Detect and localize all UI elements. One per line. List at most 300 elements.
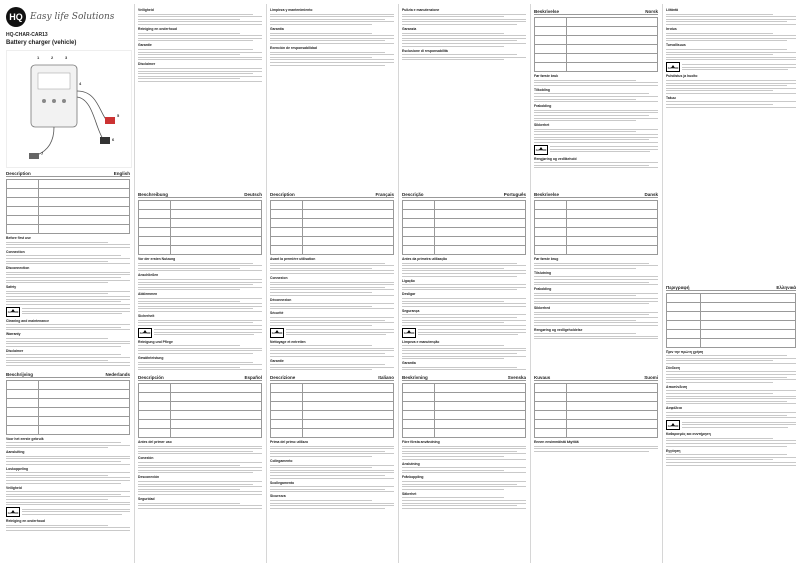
table-cell [566,402,657,411]
body-text [418,329,526,335]
table-cell [38,425,129,434]
subheading: Collegamento [270,459,394,463]
table-row [271,393,394,402]
language-section [534,372,658,555]
body-text [138,320,262,326]
table-row [271,420,394,429]
subheading: Ligação [402,279,526,283]
table-row [139,219,262,228]
table-cell [271,237,303,246]
warning-icon: CAUTION [138,328,152,338]
spec-table [6,179,130,234]
table-row [139,393,262,402]
table-row [535,237,658,246]
table-cell [403,402,435,411]
callout-4: 4 [79,81,81,86]
table-cell [535,429,567,438]
subheading: Sikkerhed [534,306,658,310]
spec-table [270,383,394,438]
table-row [403,420,526,429]
table-cell [302,237,393,246]
table-cell [535,246,567,255]
table-cell [535,45,567,54]
subheading: Desligar [402,292,526,296]
body-text [534,93,658,102]
subheading: Frakobling [534,287,658,291]
language-section [270,372,394,555]
table-cell [566,246,657,255]
body-text [666,371,796,382]
body-text [682,64,796,70]
table-row [535,201,658,210]
battery-charger-illustration [7,51,131,167]
body-text [138,462,262,473]
body-text [402,33,526,47]
subheading: Ασφάλεια [666,406,796,410]
body-text [666,355,796,364]
column-divider [662,4,663,563]
subheading: Aansluiting [6,450,130,454]
table-row [403,429,526,438]
table-row [535,27,658,36]
table-cell [700,329,795,338]
body-text [6,324,130,330]
body-text [6,272,130,283]
table-cell [139,237,171,246]
table-cell [302,393,393,402]
table-cell [667,320,701,329]
body-text [154,329,262,335]
body-text [666,33,796,42]
caution-notice [534,145,658,155]
caution-notice [270,328,394,338]
subheading: Disclaimer [6,349,130,353]
table-cell [38,407,129,416]
table-cell [535,210,567,219]
table-row [7,380,130,389]
subheading: Takuu [666,96,796,100]
language-section [534,6,658,189]
language-section [534,189,658,372]
subheading: Disconnection [6,266,130,270]
language-section [6,168,130,369]
table-cell [535,219,567,228]
body-text [270,303,394,309]
table-cell [434,228,525,237]
table-cell [302,384,393,393]
table-cell [170,246,261,255]
spec-table [402,200,526,255]
table-row [271,228,394,237]
column-divider [530,4,531,563]
subheading: Reinigung und Pflege [138,340,262,344]
table-row [271,237,394,246]
table-cell [271,384,303,393]
subheading: Anschließen [138,273,262,277]
language-section [666,282,796,558]
language-section [402,6,526,189]
body-text [402,314,526,325]
table-cell [139,393,171,402]
subheading: Garantia [402,361,526,365]
language-name: Svenska [508,375,526,380]
table-cell [170,411,261,420]
table-cell [535,27,567,36]
section-title: Descrizione [270,375,295,380]
table-cell [434,384,525,393]
table-cell [403,210,435,219]
table-cell [566,411,657,420]
table-cell [38,180,129,189]
table-row [535,228,658,237]
table-cell [434,420,525,429]
table-row [535,393,658,402]
table-row [535,402,658,411]
column-3 [270,6,394,555]
table-cell [7,207,39,216]
subheading: Εγγύηση [666,449,796,453]
table-cell [566,54,657,63]
table-cell [170,402,261,411]
table-cell [7,389,39,398]
table-cell [139,219,171,228]
subheading: Connection [6,250,130,254]
table-cell [667,302,701,311]
body-text [666,438,796,447]
body-text [138,362,262,372]
table-cell [535,54,567,63]
table-cell [566,201,657,210]
table-row [7,407,130,416]
subheading: Πριν την πρώτη χρήση [666,350,796,354]
language-section [138,6,262,189]
body-text [534,263,658,269]
warning-icon: CAUTION [270,328,284,338]
table-cell [535,36,567,45]
body-text [534,293,658,304]
body-text [138,345,262,354]
subheading: Sicurezza [270,494,394,498]
table-row [403,201,526,210]
subheading: Garantie [138,43,262,47]
language-name: Ελληνικά [776,285,796,290]
table-cell [7,216,39,225]
table-cell [566,210,657,219]
callout-2: 2 [51,55,53,60]
table-row [403,402,526,411]
table-cell [403,246,435,255]
table-cell [38,380,129,389]
language-name: Italiano [378,375,394,380]
table-cell [302,210,393,219]
callout-7: 7 [41,151,43,156]
table-cell [7,407,39,416]
language-name: Español [244,375,262,380]
column-divider [134,4,135,563]
table-row [667,320,796,329]
spec-table [666,293,796,348]
table-cell [535,201,567,210]
spec-table [138,383,262,438]
table-cell [302,246,393,255]
body-text [6,456,130,465]
table-cell [271,411,303,420]
subheading: Vor der ersten Nutzung [138,257,262,261]
language-section [270,6,394,189]
subheading: Avant la première utilisation [270,257,394,261]
section-header [402,192,526,198]
subheading: Veiligheid [6,486,130,490]
body-text [6,491,130,505]
body-text [6,291,130,305]
table-cell [535,384,567,393]
subheading: Sécurité [270,311,394,315]
table-cell [7,180,39,189]
table-cell [535,411,567,420]
table-row [535,54,658,63]
table-row [271,411,394,420]
subheading: Αποσύνδεση [666,385,796,389]
body-text [6,525,130,531]
subheading: Før første bruk [534,74,658,78]
table-cell [403,429,435,438]
section-header [138,375,262,381]
body-text [6,442,130,448]
table-cell [7,189,39,198]
table-cell [566,228,657,237]
table-cell [434,237,525,246]
table-cell [139,429,171,438]
body-text [6,472,130,483]
body-text [402,446,526,460]
table-row [7,180,130,189]
table-row [7,416,130,425]
product-diagram [6,50,132,168]
subheading: Før første brug [534,257,658,261]
body-text [138,481,262,495]
table-cell [434,393,525,402]
table-row [271,384,394,393]
table-cell [302,219,393,228]
body-text [402,497,526,508]
section-header [6,171,130,177]
table-cell [271,201,303,210]
table-row [403,228,526,237]
body-text [286,329,394,335]
section-title: Descripción [138,375,164,380]
section-header [402,375,526,381]
body-text [270,14,394,25]
spec-table [534,383,658,438]
language-name: Français [375,192,394,197]
language-name: Dansk [644,192,658,197]
callout-1: 1 [37,55,39,60]
subheading: Καθαρισμός και συντήρηση [666,432,796,436]
table-row [139,420,262,429]
body-text [270,52,394,66]
body-text [550,146,658,152]
language-section [402,189,526,372]
body-text [666,49,796,60]
table-cell [434,429,525,438]
subheading: Warranty [6,332,130,336]
table-cell [139,201,171,210]
body-text [270,364,394,372]
hq-logo-icon: HQ [6,7,26,27]
body-text [22,308,130,314]
table-cell [139,384,171,393]
body-text [138,33,262,42]
body-text [666,412,796,418]
caution-notice [138,328,262,338]
table-cell [38,398,129,407]
table-cell [566,36,657,45]
table-row [139,210,262,219]
table-row [403,237,526,246]
table-row [535,411,658,420]
table-cell [7,198,39,207]
table-row [667,329,796,338]
callout-3: 3 [65,55,67,60]
column-5 [534,6,658,555]
body-text [138,446,262,455]
table-cell [271,228,303,237]
subheading: Antes da primeira utilização [402,257,526,261]
model-number: HQ-CHAR-CAR13 [6,32,130,38]
table-cell [7,398,39,407]
spec-table [534,200,658,255]
table-cell [302,429,393,438]
section-heading: Liitäntä [666,8,796,12]
table-cell [302,420,393,429]
subheading: Tilslutning [534,271,658,275]
table-row [535,18,658,27]
body-text [6,354,130,365]
table-cell [566,237,657,246]
subheading: Puhdistus ja huolto [666,74,796,78]
table-row [7,398,130,407]
table-cell [271,420,303,429]
table-cell [170,420,261,429]
body-text [534,80,658,86]
table-row [535,384,658,393]
body-text [270,500,394,509]
body-text [138,68,262,82]
table-cell [535,237,567,246]
table-row [271,246,394,255]
table-cell [170,219,261,228]
body-text [6,255,130,264]
subheading: Déconnexion [270,298,394,302]
table-cell [535,393,567,402]
table-row [7,425,130,434]
subheading: Cleaning and maintenance [6,319,130,323]
subheading: Garantie [270,359,394,363]
warning-icon: CAUTION [666,420,680,430]
body-text [534,276,658,285]
table-cell [566,63,657,72]
language-section [666,6,796,282]
body-text [138,503,262,509]
subheading: Safety [6,285,130,289]
table-cell [535,420,567,429]
section-heading: Veiligheid [138,8,262,12]
table-cell [271,402,303,411]
table-row [7,207,130,216]
table-cell [170,228,261,237]
table-row [271,201,394,210]
body-text [402,467,526,473]
body-text [534,312,658,326]
table-cell [7,425,39,434]
subheading: Abklemmen [138,292,262,296]
table-row [535,63,658,72]
language-name: Português [504,192,526,197]
table-cell [403,201,435,210]
language-name: Nederlands [105,372,130,377]
subheading: Limpeza e manutenção [402,340,526,344]
subheading: Frakobling [534,104,658,108]
table-cell [38,198,129,207]
table-row [7,225,130,234]
language-section [270,189,394,372]
table-cell [7,225,39,234]
spec-table [402,383,526,438]
body-text [534,333,658,339]
table-cell [403,219,435,228]
subheading: Connexion [270,276,394,280]
table-cell [700,338,795,347]
table-row [271,402,394,411]
table-cell [38,225,129,234]
table-cell [403,393,435,402]
table-row [667,338,796,347]
subheading: Före första användning [402,440,526,444]
subheading: Segurança [402,309,526,313]
table-row [139,384,262,393]
warning-icon: CAUTION [6,307,20,317]
body-text [402,481,526,490]
table-cell [271,246,303,255]
warning-icon: CAUTION [6,507,20,517]
table-row [271,219,394,228]
body-text [138,263,262,272]
body-text [270,486,394,492]
table-row [403,384,526,393]
table-cell [271,429,303,438]
column-divider [398,4,399,563]
logo-tagline: Easy life Solutions [30,12,114,22]
table-cell [403,237,435,246]
subheading: Irrotus [666,27,796,31]
table-row [139,228,262,237]
subheading: Σύνδεση [666,366,796,370]
subheading: Reiniging en onderhoud [6,519,130,523]
subheading: Exención de responsabilidad [270,46,394,50]
section-header [666,285,796,291]
subheading: Garantía [270,27,394,31]
body-text [534,110,658,121]
table-cell [170,210,261,219]
section-header [270,375,394,381]
table-row [667,302,796,311]
body-text [138,49,262,60]
table-cell [667,311,701,320]
caution-notice [666,420,796,430]
table-cell [566,27,657,36]
table-cell [302,228,393,237]
section-header [534,192,658,198]
